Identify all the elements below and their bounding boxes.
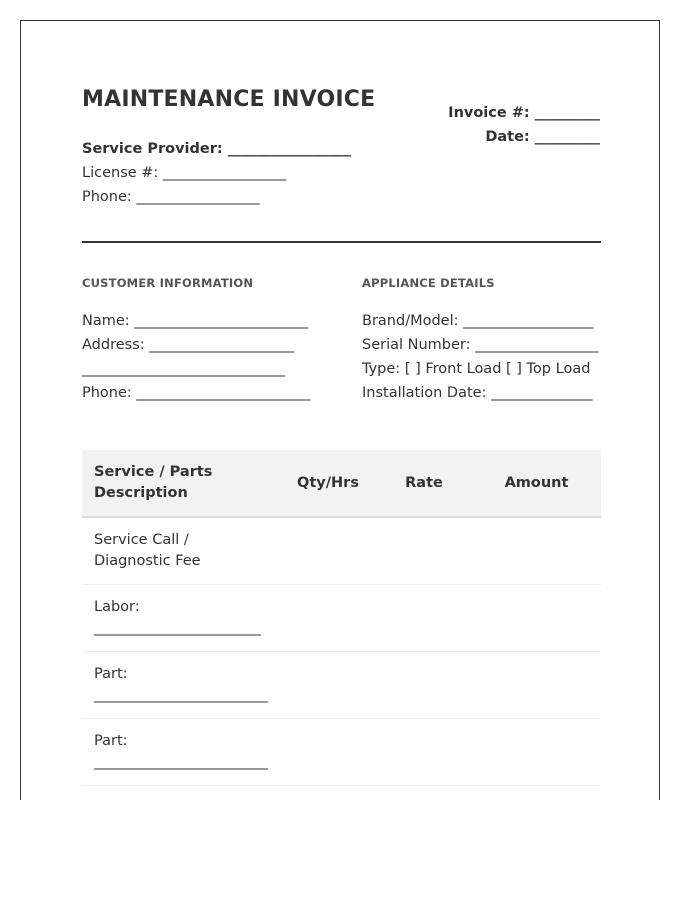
- customer-address-field: Address: ____________________: [82, 337, 295, 353]
- table-row: [82, 585, 601, 652]
- header-qty: Qty/Hrs: [280, 450, 376, 517]
- services-table-wrap: [82, 450, 601, 786]
- row-rate: [376, 652, 472, 719]
- customer-phone-field: Phone: ________________________: [82, 385, 311, 401]
- row-amount: [472, 517, 601, 585]
- invoice-meta: [448, 101, 600, 149]
- header-description: Service / Parts Description: [82, 450, 280, 517]
- installation-date-field: Installation Date: ______________: [362, 385, 593, 401]
- provider-phone-field: Phone: _________________: [82, 189, 260, 205]
- row-rate: [376, 585, 472, 652]
- invoice-number-field: Invoice #: _________: [448, 105, 600, 121]
- row-amount: [472, 652, 601, 719]
- row-amount: [472, 585, 601, 652]
- invoice-title: MAINTENANCE INVOICE: [82, 87, 376, 112]
- appliance-section-heading: APPLIANCE DETAILS: [362, 276, 495, 290]
- table-header-row: [82, 450, 601, 517]
- row-rate: [376, 517, 472, 585]
- date-field: Date: _________: [485, 129, 600, 145]
- header-amount: Amount: [472, 450, 601, 517]
- row-qty: [280, 652, 376, 719]
- header-divider: [82, 241, 601, 243]
- customer-address-line2: ____________________________: [82, 361, 285, 377]
- row-qty: [280, 585, 376, 652]
- appliance-type-field: Type: [ ] Front Load [ ] Top Load: [362, 361, 591, 377]
- row-description: Part: ________________________: [82, 719, 280, 786]
- customer-section-heading: CUSTOMER INFORMATION: [82, 276, 254, 290]
- row-qty: [280, 517, 376, 585]
- serial-number-field: Serial Number: _________________: [362, 337, 599, 353]
- row-rate: [376, 719, 472, 786]
- invoice-page: [20, 20, 660, 800]
- license-field: License #: _________________: [82, 165, 287, 181]
- provider-block: [82, 137, 351, 209]
- row-description: Labor: _______________________: [82, 585, 280, 652]
- row-description: Service Call / Diagnostic Fee: [82, 517, 280, 585]
- row-amount: [472, 719, 601, 786]
- table-row: [82, 719, 601, 786]
- brand-model-field: Brand/Model: __________________: [362, 313, 594, 329]
- header-rate: Rate: [376, 450, 472, 517]
- service-provider-field: Service Provider: _________________: [82, 141, 351, 157]
- appliance-fields: [362, 309, 598, 405]
- row-qty: [280, 719, 376, 786]
- row-description: Part: ________________________: [82, 652, 280, 719]
- customer-name-field: Name: ________________________: [82, 313, 309, 329]
- table-row: [82, 517, 601, 585]
- services-table: [82, 450, 601, 786]
- customer-fields: [82, 309, 310, 405]
- table-row: [82, 652, 601, 719]
